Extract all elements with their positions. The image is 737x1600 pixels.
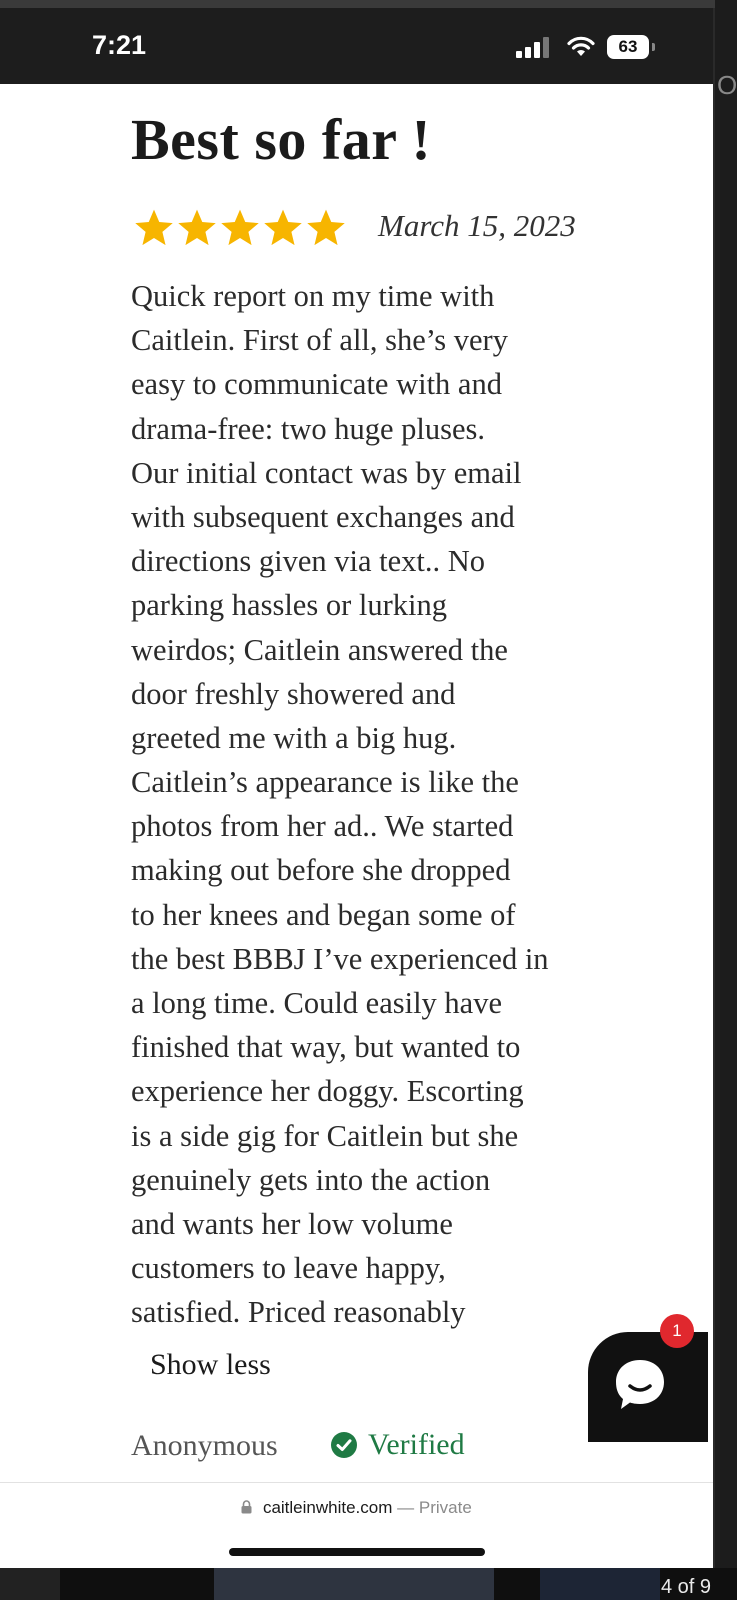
viewer-top-edge — [0, 0, 737, 8]
review-text-line: the best BBBJ I’ve experienced in — [131, 941, 549, 976]
home-indicator[interactable] — [229, 1548, 485, 1556]
star-icon — [262, 207, 304, 249]
chat-bubble-icon — [612, 1356, 668, 1416]
phone-screenshot — [0, 8, 713, 1568]
review-text-line: with subsequent exchanges and — [131, 499, 515, 534]
private-mode-label: Private — [418, 1498, 472, 1517]
chat-button[interactable] — [588, 1332, 708, 1442]
star-icon — [305, 207, 347, 249]
verified-badge — [330, 1428, 465, 1462]
star-rating — [133, 207, 347, 249]
star-icon — [176, 207, 218, 249]
address-bar[interactable] — [0, 1498, 713, 1518]
review-text-line: satisfied. Priced reasonably — [131, 1295, 466, 1330]
review-text-line: is a side gig for Caitlein but she — [131, 1118, 519, 1153]
review-text-line: to her knees and began some of — [131, 897, 516, 932]
viewer-right-edge — [715, 0, 737, 1600]
page-counter: 4 of 9 — [660, 1576, 711, 1598]
lock-icon — [241, 1500, 252, 1514]
background-fragment: O — [717, 70, 737, 100]
status-bar — [0, 8, 713, 84]
battery-indicator: 63 — [607, 35, 649, 59]
review-text-line: Caitlein’s appearance is like the — [131, 765, 519, 800]
review-text-line: Our initial contact was by email — [131, 455, 522, 490]
check-circle-icon — [330, 1431, 358, 1459]
review-text-line: Caitlein. First of all, she’s very — [131, 323, 508, 358]
star-icon — [219, 207, 261, 249]
review-text — [131, 274, 611, 1335]
cellular-signal-icon — [516, 36, 552, 58]
show-less-link[interactable]: Show less — [150, 1348, 271, 1381]
review-date: March 15, 2023 — [378, 208, 576, 243]
verified-label: Verified — [368, 1428, 465, 1461]
review-text-line: weirdos; Caitlein answered the — [131, 632, 508, 667]
review-text-line: photos from her ad.. We started — [131, 809, 514, 844]
review-text-line: genuinely gets into the action — [131, 1162, 491, 1197]
thumbnail[interactable] — [540, 1568, 660, 1600]
wifi-icon — [566, 34, 596, 58]
thumbnail[interactable] — [0, 1568, 60, 1600]
review-text-line: drama-free: two huge pluses. — [131, 411, 486, 446]
thumbnail-strip — [0, 1568, 737, 1600]
review-text-line: directions given via text.. No — [131, 544, 486, 579]
review-text-line: experience her doggy. Escorting — [131, 1074, 524, 1109]
review-text-line: making out before she dropped — [131, 853, 511, 888]
review-text-line: greeted me with a big hug. — [131, 720, 457, 755]
review-title: Best so far ! — [131, 107, 432, 172]
review-text-line: a long time. Could easily have — [131, 986, 503, 1020]
review-text-line: easy to communicate with and — [131, 367, 502, 402]
url-bar-divider — [0, 1482, 713, 1483]
address-separator: — — [397, 1498, 415, 1517]
address-domain: caitleinwhite.com — [262, 1498, 393, 1517]
review-text-line: door freshly showered and — [131, 676, 456, 711]
review-page — [0, 84, 713, 1568]
battery-tip — [652, 43, 655, 51]
review-text-line: customers to leave happy, — [131, 1251, 446, 1286]
review-text-line: Quick report on my time with — [131, 279, 495, 313]
review-text-line: and wants her low volume — [131, 1206, 453, 1241]
review-text-line: parking hassles or lurking — [131, 588, 447, 623]
chat-notification-badge: 1 — [660, 1314, 694, 1348]
star-icon — [133, 207, 175, 249]
thumbnail[interactable] — [214, 1568, 494, 1600]
status-time: 7:21 — [92, 30, 147, 60]
review-text-line: finished that way, but wanted to — [131, 1030, 521, 1065]
review-author: Anonymous — [131, 1429, 278, 1462]
